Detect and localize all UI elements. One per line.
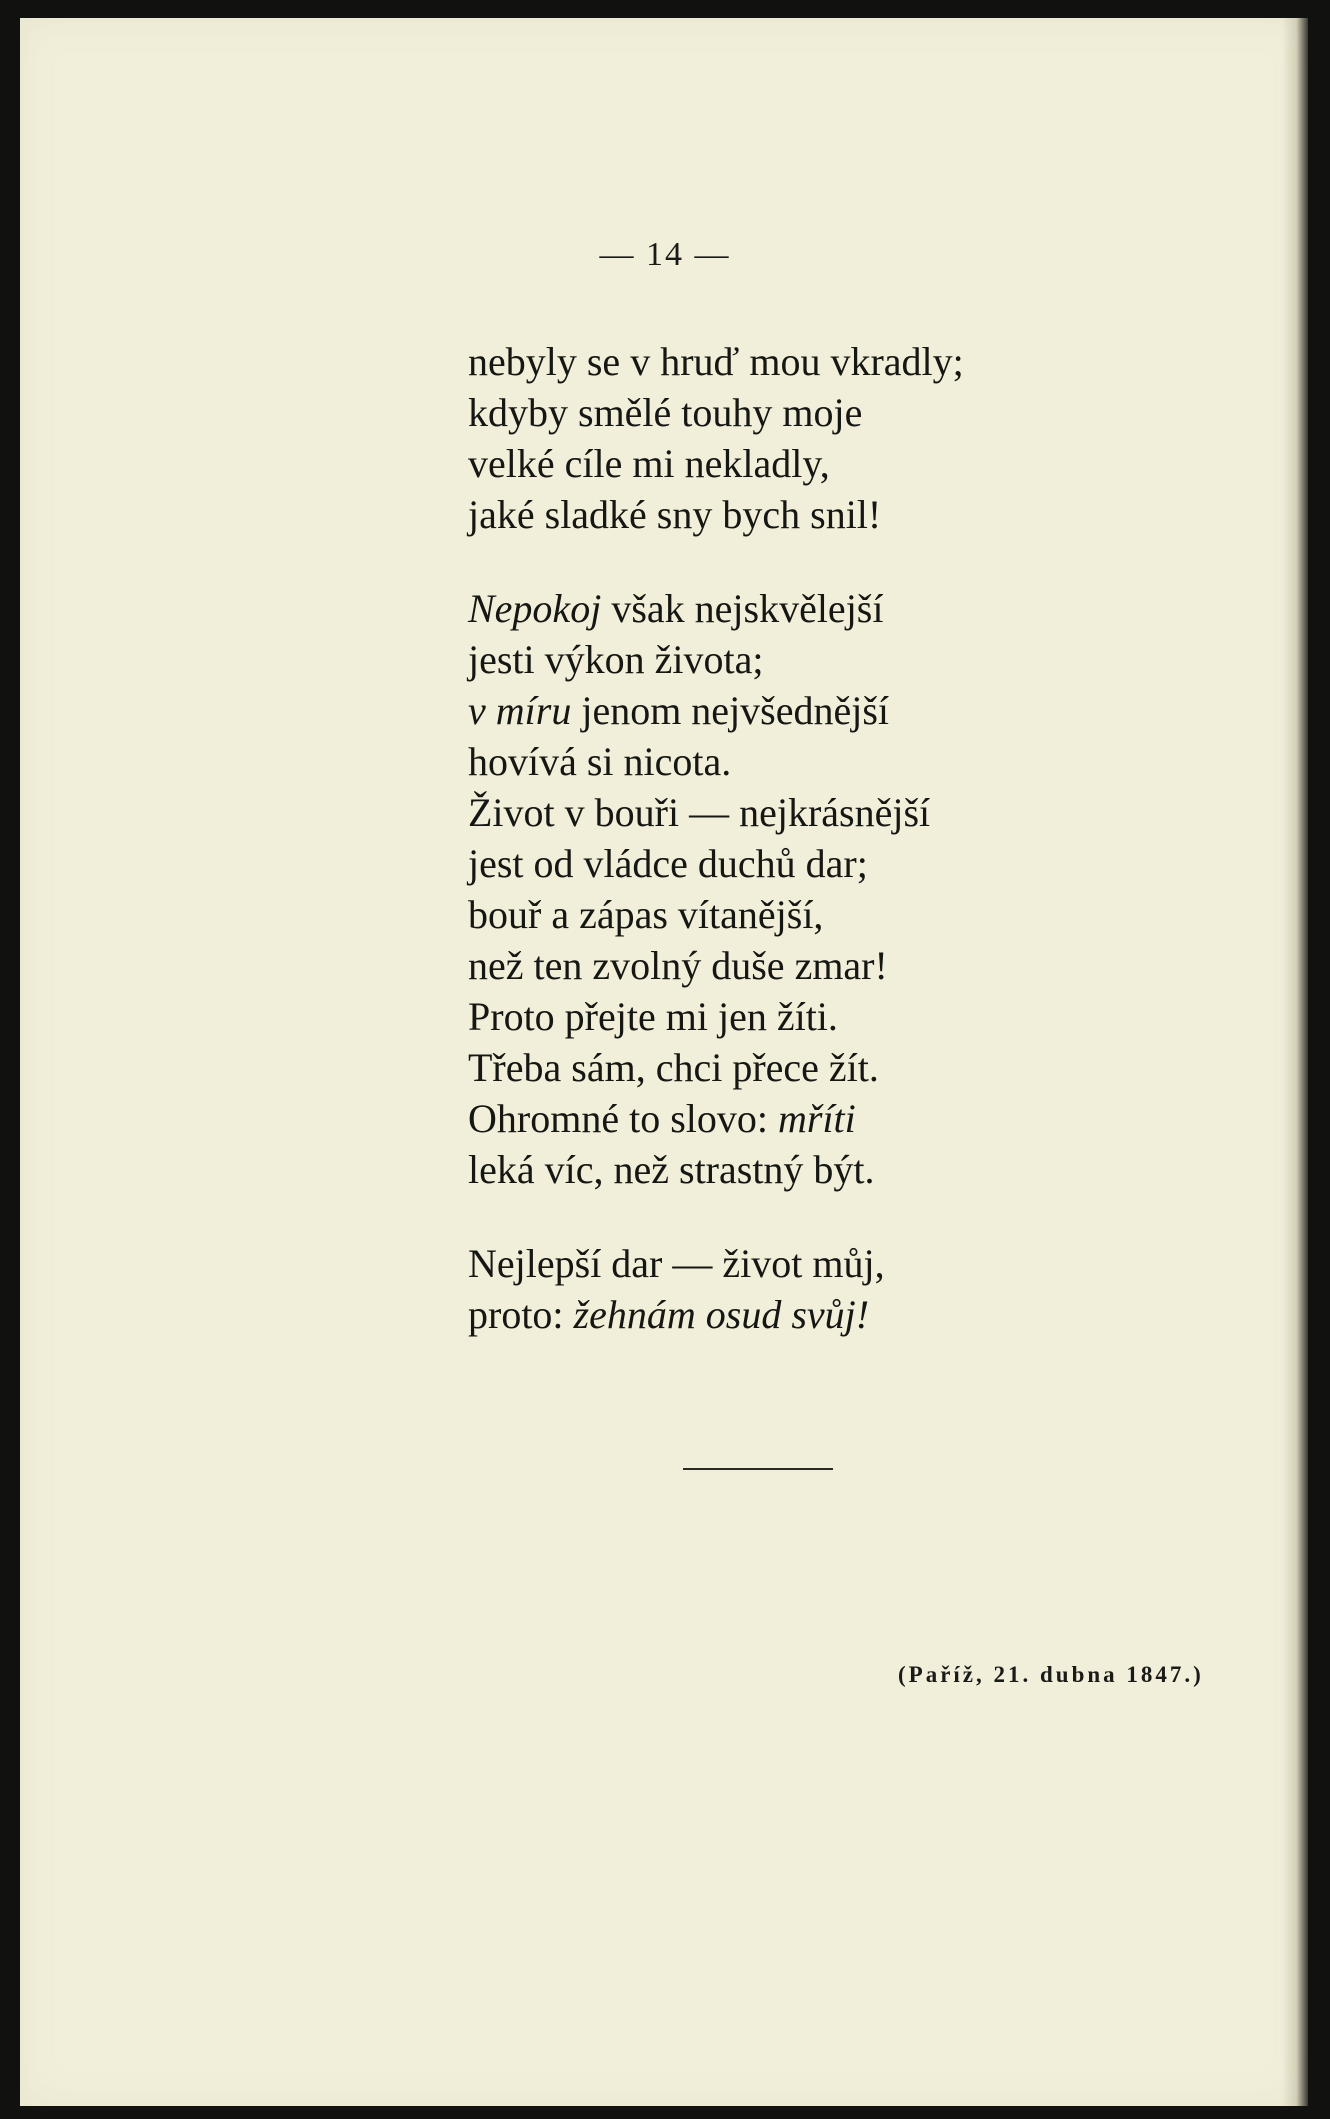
- poem-line: velké cíle mi nekladly,: [468, 441, 830, 486]
- emphasis-text: mříti: [777, 1096, 856, 1141]
- poem-line: jaké sladké sny bych snil!: [468, 492, 882, 537]
- end-rule: [683, 1468, 833, 1470]
- stanza-3: [468, 1238, 1128, 1340]
- poem-line: Proto přejte mi jen žíti.: [468, 994, 838, 1039]
- poem-line: leká víc, než strastný být.: [468, 1147, 875, 1192]
- poem-line-text: Ohromné to slovo:: [468, 1096, 778, 1141]
- poem-line: než ten zvolný duše zmar!: [468, 943, 888, 988]
- poem-text: [468, 336, 1128, 1340]
- dateline: (Paříž, 21. dubna 1847.): [898, 1662, 1204, 1687]
- poem-line: nebyly se v hruď mou vkradly;: [468, 339, 964, 384]
- poem-line: kdyby smělé touhy moje: [468, 390, 863, 435]
- poem-line: [468, 1093, 1128, 1144]
- poem-line: [468, 685, 1128, 736]
- poem-line: Život v bouři — nejkrásnější: [468, 790, 931, 835]
- poem-line-text: jenom nejvšednější: [571, 688, 890, 733]
- poem-line: [468, 583, 1128, 634]
- emphasis-text: v míru: [468, 688, 572, 733]
- poem-line: jesti výkon života;: [468, 637, 764, 682]
- poem-line: bouř a zápas vítanější,: [468, 892, 824, 937]
- poem-line: jest od vládce duchů dar;: [468, 841, 868, 886]
- poem-line: Třeba sám, chci přece žít.: [468, 1045, 879, 1090]
- page-number: — 14 —: [599, 236, 731, 273]
- poem-line: [468, 1289, 1128, 1340]
- stanza-2: [468, 583, 1128, 1195]
- poem-line-text: však nejskvělejší: [601, 586, 884, 631]
- page-edge-shadow: [1282, 18, 1308, 2106]
- emphasis-text: žehnám osud svůj!: [573, 1292, 870, 1337]
- stanza-1: [468, 336, 1128, 540]
- stanza-gap: [468, 1195, 1128, 1238]
- poem-line: Nejlepší dar — život můj,: [468, 1241, 885, 1286]
- stanza-gap: [468, 540, 1128, 583]
- emphasis-text: Nepokoj: [468, 586, 602, 631]
- poem-line: hovívá si nicota.: [468, 739, 732, 784]
- poem-line-text: proto:: [468, 1292, 574, 1337]
